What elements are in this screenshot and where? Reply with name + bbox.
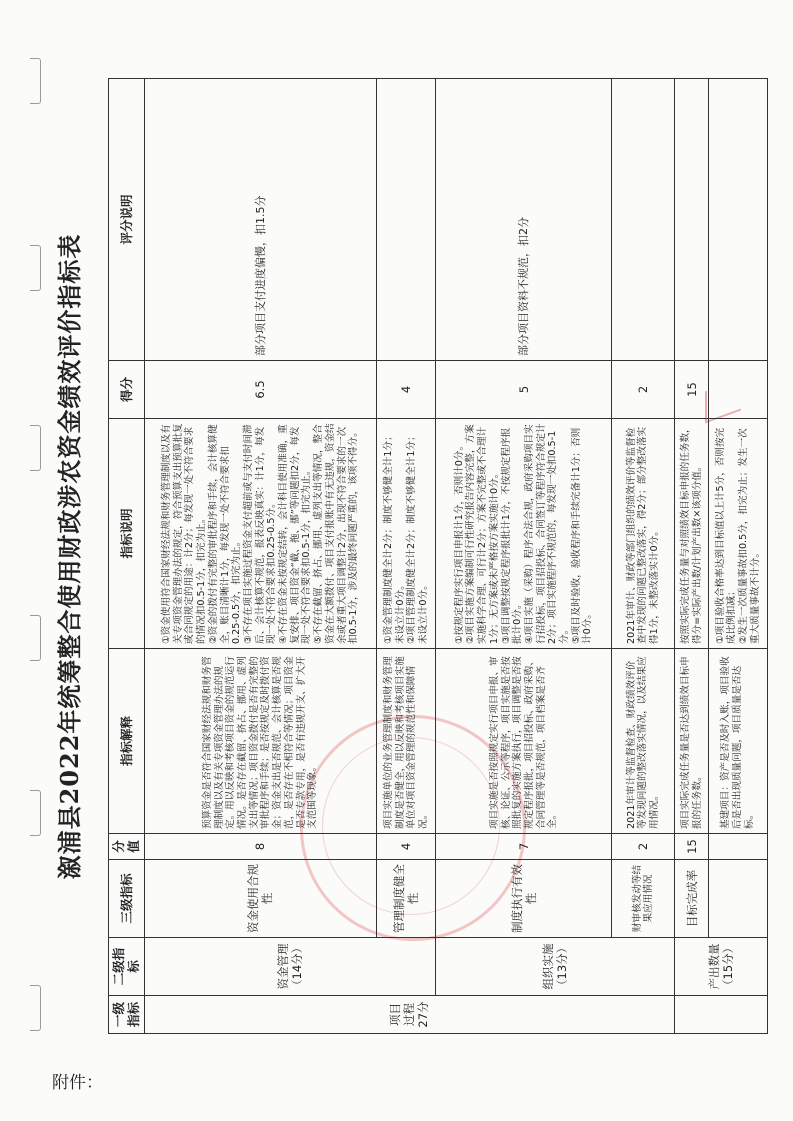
document-title: 溆浦县2022年统筹整合使用财政涉农资金绩效评价指标表 — [55, 233, 84, 880]
header-indicator-desc: 指标说明 — [109, 419, 145, 649]
level3-cell: 管理制度健全性 — [377, 860, 436, 938]
table-row — [674, 79, 708, 1034]
score-cell — [709, 361, 768, 419]
remark-cell — [709, 79, 768, 361]
desc-line: ②发生一次质量事故扣0.5分，扣完为止；发生一次重大质量事故不计分。 — [738, 428, 761, 644]
explanation-cell: 2021年审计等监督检查、财政绩效评价等发现问题的整改落实情况，以及结果应用情况。 — [612, 649, 675, 834]
level3-cell: 目标完成率 — [674, 860, 708, 938]
desc-line: ④项目实施（采购）程序合法合规，政府采购项目实行招投标，项目招投标、合同签订等程序符合规定计2分；项目实施程序不规范的，每发现一处扣0.5-1分。 — [523, 423, 571, 644]
table-row — [377, 79, 436, 1034]
explanation-cell: 项目实施是否按照规定实行项目申报、审核、论证、公示等程序，项目实施是否按照批复的实施方案执行，项目调整是否按规定程序报批，项目招投标、政府采购、合同管理等是否规范，项目档案是否齐全。 — [436, 649, 612, 834]
binder-punch-mark — [30, 790, 41, 836]
score-cell: 2 — [612, 361, 675, 419]
score-cell: 4 — [377, 361, 436, 419]
remark-cell — [612, 79, 675, 361]
weight-cell: 15 — [674, 834, 708, 860]
desc-line: ①按规定程序实行项目申报计1分，否则计0分。 — [453, 440, 465, 644]
level1-cell-empty — [674, 996, 767, 1034]
table-row — [436, 79, 612, 1034]
evaluation-table — [108, 78, 768, 1034]
desc-line: ①资金使用符合国家财经法规和财务管理制度以及有关专项资金管理办法的规定，符合预算支出预算批复或合同规定的用途：计2分；每发现一处不符合要求的情况扣0.5-1分，扣完为止。 — [161, 423, 208, 644]
desc-line: 按照实际完成任务量与对照绩效目标申报的任务数，得分=实际产出数/计划产出数×该项分值。 — [679, 423, 703, 644]
indicator-desc-cell — [436, 419, 612, 649]
weight-cell: 7 — [436, 834, 612, 860]
desc-line: ③不存在项目实施过程资金支付超前或与支付时间滞后、会计核算不规范，报表反映真实：计1分，每发现一处不符合要求扣0.25-0.5分。 — [242, 424, 278, 644]
desc-line: ①项目验收合格率达到目标值以上计5分，否则按完成比例扣减； — [714, 427, 738, 644]
header-explanation: 指标解释 — [109, 649, 145, 834]
header-level3: 三级指标 — [109, 860, 145, 938]
table-row — [709, 79, 768, 1034]
score-cell: 6.5 — [144, 361, 377, 419]
desc-line: ③项目调整按规定程序报批计1分，不按规定程序报批计0分。 — [500, 427, 524, 644]
header-remark: 评分说明 — [109, 79, 145, 361]
group-cell-fund-management: 资金管理（14分） — [144, 938, 436, 996]
indicator-desc-cell — [144, 419, 377, 649]
level3-cell: 资金使用合规性 — [144, 860, 377, 938]
desc-line: ⑤不存在截留、挤占、挪用、虚列支出等情况，整合资金在大额拨付、项目支付报账中有无违规，资金结余或者重大项目调整计2分，出现不符合要求的一次扣0.5-1分，涉及的最终问题严重的，该项不得分。 — [313, 423, 360, 644]
level3-cell: 制度执行有效性 — [436, 860, 612, 938]
level1-cell: 项目过程27分 — [144, 996, 674, 1034]
desc-line: ②项目管理制度健全计2分；制度不够健全计1分；未设立计0分。 — [406, 431, 430, 644]
desc-line: 2021年审计、财政等部门组织的绩效评价等监督检查中发现的问题已整改落实，得2分；部分整改落实得1分，未整改落实计0分。 — [625, 426, 661, 644]
explanation-cell: 预算资金是否符合国家财经法规和财务管理制度以及有关专项资金管理办法的规定。用以反映和考核项目资金的规范运行情况。是否存在截留、挤占、挪用、虚列支出等情况；项目资金拨付是否有完整的审批程序和手续；是否按规定及时拨付资金；资金支出是否规范、会计核算是否规范，是否存在不相符合等情况；项目资金是否专款专用，是否有违规开支、扩大开支范围等现象。 — [144, 649, 377, 834]
desc-line: ①资金管理制度健全计2分；制度不够健全计1分；未设立计0分。 — [383, 431, 406, 644]
header-level2: 二级指标 — [109, 938, 145, 996]
binder-punch-mark — [30, 615, 41, 661]
indicator-desc-cell — [612, 419, 675, 649]
header-row — [109, 79, 145, 1034]
level3-cell — [709, 860, 768, 938]
explanation-cell: 项目实施单位的业务管理制度和财务管理制度是否健全，用以反映和考核项目实施单位对项目资金管理的规范性和保障情况。 — [377, 649, 436, 834]
weight-cell: 4 — [377, 834, 436, 860]
weight-cell: 2 — [612, 834, 675, 860]
binder-punch-mark — [30, 58, 41, 104]
group-cell-organization: 组织实施（13分） — [436, 938, 675, 996]
binder-punch-mark — [30, 245, 41, 291]
desc-line: ④不存在资金未按规定结转，会计科目使用准确，重复安排、项目资金“截、拖、挪”等问题扣2分，每发现一处不符合要求扣0.5-1分，扣完为止。 — [278, 424, 313, 644]
remark-cell — [377, 79, 436, 361]
score-cell: 5 — [436, 361, 612, 419]
weight-cell — [709, 834, 768, 860]
group-cell-output-quantity: 产出数量（15分） — [674, 938, 767, 996]
binder-punch-mark — [30, 985, 41, 1031]
explanation-cell: 项目实际完成任务量是否达到绩效目标申报的任务数。 — [674, 649, 708, 834]
indicator-desc-cell — [377, 419, 436, 649]
header-weight: 分值 — [109, 834, 145, 860]
weight-cell: 8 — [144, 834, 377, 860]
desc-line: ②资金的拨付有完整的审批程序和手续，会计核算健全，账目清晰计1分，每发现一处不符合要求扣0.25-0.5分，扣完为止。 — [207, 424, 243, 644]
indicator-desc-cell — [709, 419, 768, 649]
level3-cell: 财审核发动等结果应用情况 — [612, 860, 675, 938]
header-level1: 一级指标 — [109, 996, 145, 1034]
table-row — [144, 79, 377, 1034]
desc-line: ⑤项目及时验收，验收程序和手续完备计1分；否则计0分。 — [570, 427, 594, 644]
remark-cell — [674, 79, 708, 361]
explanation-cell: 基建项目：资产是否及时入账，项目验收后是否出现质量问题，项目质量是否达标。 — [709, 649, 768, 834]
attachment-label: 附件： — [52, 1073, 103, 1093]
remark-cell: 部分项目支付进度偏慢，扣1.5分 — [144, 79, 377, 361]
rotated-document — [48, 79, 770, 1034]
header-score: 得分 — [109, 361, 145, 419]
remark-cell: 部分项目资料不规范，扣2分 — [436, 79, 612, 361]
table-row — [612, 79, 675, 1034]
score-cell: 15 — [674, 361, 708, 419]
indicator-desc-cell — [674, 419, 708, 649]
binder-punch-mark — [30, 425, 41, 471]
desc-line: ②项目实施方案编制可行性研究报告内容完整，方案实施科学合理、可行计2分；方案不完整或不合理计1分；无方案或未严格按方案实施计0分。 — [465, 424, 500, 644]
